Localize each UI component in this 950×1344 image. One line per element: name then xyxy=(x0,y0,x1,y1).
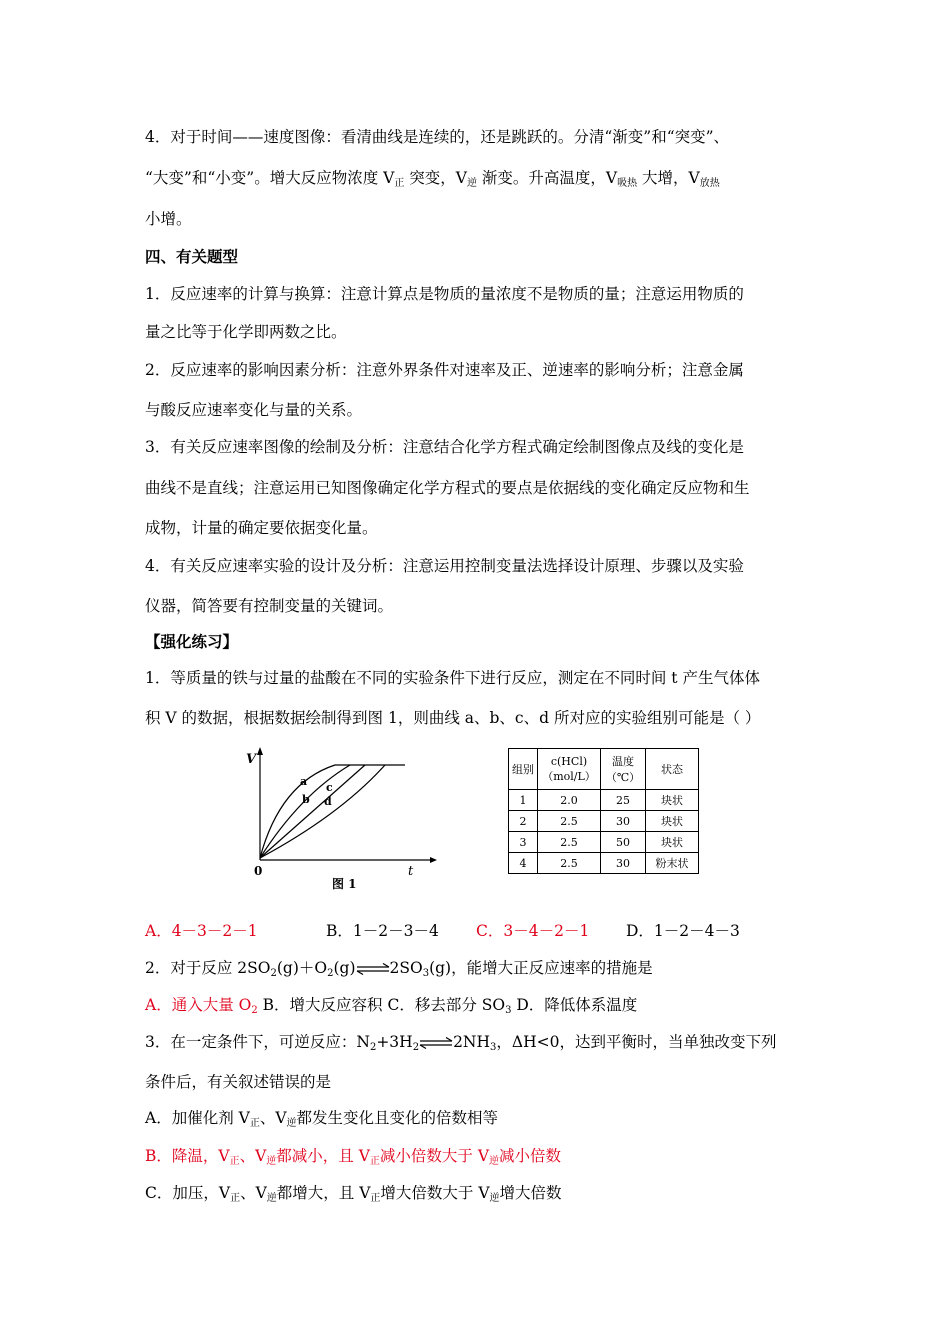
text: 、V xyxy=(239,1147,267,1165)
topic-3-line3: 成物，计量的确定要依据变化量。 xyxy=(145,519,378,537)
q1-option-c: C．3－4－2－1 xyxy=(476,922,590,940)
subscript: 逆 xyxy=(286,1118,297,1129)
question-1-line1: 1．等质量的铁与过量的盐酸在不同的实验条件下进行反应，测定在不同时间 t 产生气体体 xyxy=(145,669,760,687)
topic-2-line1: 2．反应速率的影响因素分析：注意外界条件对速率及正、逆速率的影响分析；注意金属 xyxy=(145,361,744,379)
table-row xyxy=(509,832,699,853)
topic-3-line2: 曲线不是直线；注意运用已知图像确定化学方程式的要点是依据线的变化确定反应物和生 xyxy=(145,479,750,497)
table-cell: 2.5 xyxy=(538,853,601,874)
curve-label-d: d xyxy=(324,795,332,808)
subscript: 逆 xyxy=(466,178,477,189)
table-cell: 30 xyxy=(601,853,646,874)
text: D．降低体系温度 xyxy=(511,996,638,1014)
table-row xyxy=(509,853,699,874)
figure-x-label: t xyxy=(408,864,414,879)
topic-4-line1: 4．有关反应速率实验的设计及分析：注意运用控制变量法选择设计原理、步骤以及实验 xyxy=(145,557,744,575)
topic-4-line2: 仪器，简答要有控制变量的关键词。 xyxy=(145,597,394,615)
figure-1-graph xyxy=(240,745,440,895)
topic-1-line2: 量之比等于化学即两数之比。 xyxy=(145,323,347,341)
text: B．增大反应容积 C．移去部分 SO xyxy=(257,996,506,1014)
text: 都增大，且 V xyxy=(276,1184,371,1202)
table-cell: 2.0 xyxy=(538,790,601,811)
subscript: 正 xyxy=(369,1156,380,1167)
subscript: 2 xyxy=(251,1005,258,1016)
subscript: 正 xyxy=(370,1193,381,1204)
subscript: 吸热 xyxy=(617,178,638,189)
subscript: 逆 xyxy=(489,1156,500,1167)
subscript: 2 xyxy=(369,1042,377,1053)
table-cell: 50 xyxy=(601,832,646,853)
subscript: 正 xyxy=(394,178,405,189)
table-cell: 2.5 xyxy=(538,832,601,853)
q2-option-a xyxy=(145,996,258,1014)
subscript: 逆 xyxy=(489,1193,500,1204)
table-cell: 2 xyxy=(509,811,538,832)
paragraph-4-line2 xyxy=(145,168,720,194)
subscript: 2 xyxy=(412,1042,420,1053)
text: 增大倍数大于 V xyxy=(380,1184,490,1202)
subscript: 2 xyxy=(270,968,277,979)
subscript: 逆 xyxy=(266,1193,277,1204)
text: 增大倍数 xyxy=(499,1184,562,1202)
practice-heading: 【强化练习】 xyxy=(145,632,239,651)
equilibrium-arrow-icon xyxy=(356,963,390,975)
topic-1-line1: 1．反应速率的计算与换算：注意计算点是物质的量浓度不是物质的量；注意运用物质的 xyxy=(145,285,744,303)
text: 减小倍数大于 V xyxy=(379,1147,490,1165)
curve-label-b: b xyxy=(302,793,310,806)
q3-option-b xyxy=(145,1146,561,1172)
table-row xyxy=(509,790,699,811)
table-cell: 块状 xyxy=(646,811,699,832)
text: ，ΔH<0，达到平衡时，当单独改变下列 xyxy=(496,1033,777,1051)
question-2-options xyxy=(145,995,637,1021)
question-1-line2: 积 V 的数据，根据数据绘制得到图 1，则曲线 a、b、c、d 所对应的实验组别可能是（ ） xyxy=(145,709,761,727)
subscript: 3 xyxy=(505,1005,512,1016)
q1-option-a: A．4－3－2－1 xyxy=(145,922,258,940)
equilibrium-arrow-icon xyxy=(419,1037,453,1049)
figure-origin: 0 xyxy=(254,864,263,878)
subscript: 正 xyxy=(249,1118,260,1129)
subscript: 逆 xyxy=(266,1156,277,1167)
subscript: 3 xyxy=(490,1042,497,1053)
table-cell: 粉末状 xyxy=(646,853,699,874)
table-header: 组别 xyxy=(509,749,538,790)
curve-label-a: a xyxy=(300,775,308,788)
text: A．加催化剂 V xyxy=(145,1109,250,1127)
table-cell: 25 xyxy=(601,790,646,811)
text: 2．对于反应 2SO xyxy=(145,959,271,977)
table-cell: 4 xyxy=(509,853,538,874)
section-heading: 四、有关题型 xyxy=(145,247,239,266)
text: 、V xyxy=(259,1109,287,1127)
q1-option-d: D．1－2－4－3 xyxy=(626,922,740,940)
paragraph-4-line1: 4．对于时间——速度图像：看清曲线是连续的，还是跳跃的。分清“渐变”和“突变”、 xyxy=(145,128,730,146)
text: A．通入大量 O xyxy=(145,996,252,1014)
question-3-stem xyxy=(145,1032,776,1058)
table-header: c(HCl)（mol/L） xyxy=(538,749,601,790)
figure-caption: 图 1 xyxy=(332,877,357,891)
text: (g) xyxy=(333,959,356,977)
table-cell: 30 xyxy=(601,811,646,832)
subscript: 2 xyxy=(327,968,334,979)
text: (g)＋O xyxy=(276,959,328,977)
text: 2SO xyxy=(389,959,423,977)
table-cell: 块状 xyxy=(646,790,699,811)
curve-label-c: c xyxy=(326,781,333,794)
text: 减小倍数 xyxy=(499,1147,562,1165)
table-header: 状态 xyxy=(646,749,699,790)
text: 渐变。升高温度，V xyxy=(476,169,618,187)
subscript: 3 xyxy=(422,968,430,979)
table-header: 温度（℃） xyxy=(601,749,646,790)
text: 都减小，且 V xyxy=(276,1147,370,1165)
table-cell: 3 xyxy=(509,832,538,853)
text: 、V xyxy=(240,1184,267,1202)
text: +3H xyxy=(376,1033,413,1051)
q3-option-a xyxy=(145,1108,498,1134)
text: “大变”和“小变”。增大反应物浓度 V xyxy=(145,169,395,187)
question-3-stem-line2: 条件后，有关叙述错误的是 xyxy=(145,1073,332,1091)
text: B．降温，V xyxy=(145,1147,230,1165)
q3-option-c xyxy=(145,1183,562,1209)
question-2-stem xyxy=(145,958,653,984)
text: (g)，能增大正反应速率的措施是 xyxy=(429,959,653,977)
q1-option-b: B．1－2－3－4 xyxy=(326,922,439,940)
table-cell: 块状 xyxy=(646,832,699,853)
text: 2NH xyxy=(453,1033,491,1051)
paragraph-4-line3: 小增。 xyxy=(145,210,192,228)
table-cell: 2.5 xyxy=(538,811,601,832)
experiment-table xyxy=(508,748,699,874)
text: 大增，V xyxy=(637,169,700,187)
subscript: 正 xyxy=(229,1156,240,1167)
figure-y-label: V xyxy=(246,752,257,767)
text: C．加压，V xyxy=(145,1184,231,1202)
subscript: 正 xyxy=(230,1193,241,1204)
table-cell: 1 xyxy=(509,790,538,811)
topic-2-line2: 与酸反应速率变化与量的关系。 xyxy=(145,401,363,419)
text: 都发生变化且变化的倍数相等 xyxy=(296,1109,499,1127)
text: 3．在一定条件下，可逆反应：N xyxy=(145,1033,370,1051)
text: 突变，V xyxy=(404,169,467,187)
topic-3-line1: 3．有关反应速率图像的绘制及分析：注意结合化学方程式确定绘制图像点及线的变化是 xyxy=(145,438,744,456)
subscript: 放热 xyxy=(699,178,720,189)
table-row xyxy=(509,811,699,832)
